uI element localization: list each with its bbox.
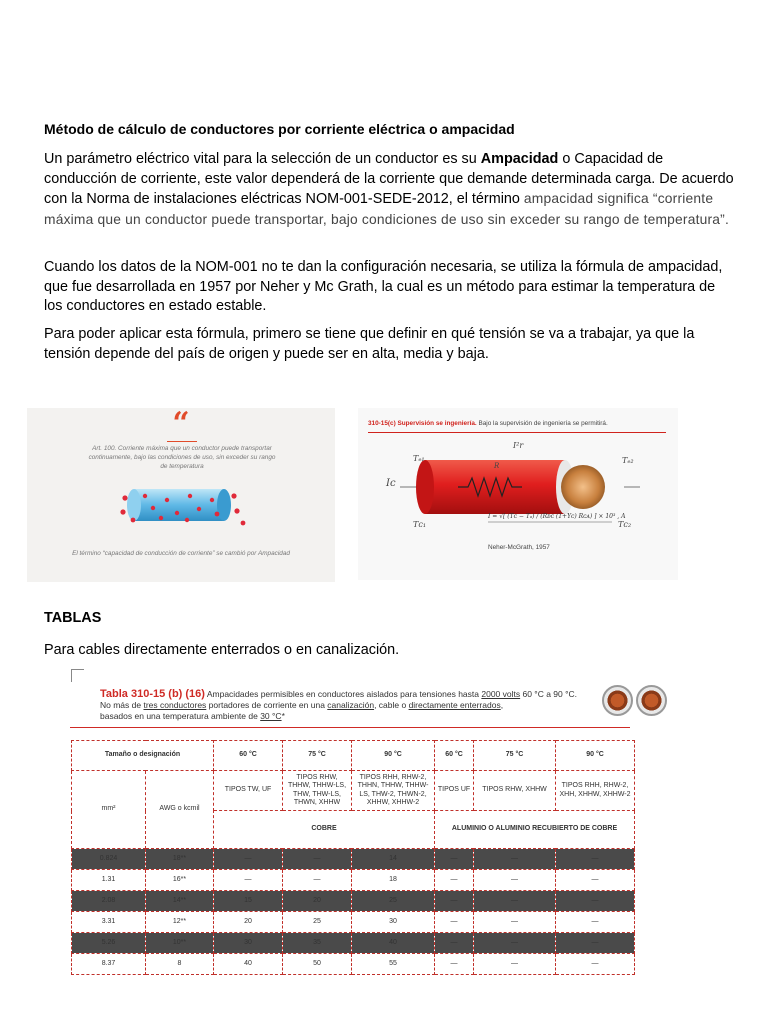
title2-u: tres conductores <box>143 700 207 710</box>
cell: 25 <box>352 891 435 912</box>
formula-citation: Neher-McGrath, 1957 <box>488 544 550 551</box>
cell: — <box>435 954 474 975</box>
title2-b: portadores de corriente en una <box>206 700 328 710</box>
header-red-text: 310-15(c) Supervisión se ingeniería. <box>368 420 477 427</box>
table-title-line1: Ampacidades permisibles en conductores aislados para tensiones hasta <box>204 689 482 699</box>
neher-mcgrath-formula: I = √[ (Tᴄ − Tₐ) / (Rᴅᴄ (1+Yᴄ) Rᴄᴀ) ] × 10³ , A <box>488 513 626 520</box>
header-aluminio: ALUMINIO O ALUMINIO RECUBIERTO DE COBRE <box>435 811 635 849</box>
paragraph-neher-mcgrath: Cuando los datos de la NOM-001 no te dan la configuración necesaria, se utiliza la fórmula de ampacidad, que fue desarrollada en 1957 por Neher y Mc Grath, la cual es un método para estimar la temperatura de los conductores en estado estable. <box>44 259 723 314</box>
title3-u: 30 °C <box>260 711 282 721</box>
table-row <box>72 954 635 975</box>
table-row <box>72 870 635 891</box>
header-temp: 75 °C <box>283 741 352 771</box>
title2-u2: canalización <box>327 700 375 710</box>
title3-a: basados en una temperatura ambiente de <box>100 711 261 721</box>
cell: — <box>435 912 474 933</box>
p1-bold-term: Ampacidad <box>480 151 559 167</box>
cell: 3.31 <box>72 912 146 933</box>
p1-text-a: Un parámetro eléctrico vital para la selección de un conductor es su <box>44 151 481 167</box>
cell: — <box>283 849 352 870</box>
table-row <box>72 849 635 870</box>
header-types: TIPOS RHH, RHW-2, THHN, THHW, THHW-LS, THW-2, THWN-2, XHHW, XHHW-2 <box>352 771 435 811</box>
table-row <box>72 912 635 933</box>
header-temp: 75 °C <box>474 741 556 771</box>
cell: 25 <box>283 912 352 933</box>
cell: 50 <box>283 954 352 975</box>
cell: — <box>435 870 474 891</box>
header-types: TIPOS RHH, RHW-2, XHH, XHHW, XHHW-2 <box>556 771 635 811</box>
cell: 30 <box>352 912 435 933</box>
figure-neher-mcgrath <box>358 408 678 580</box>
header-awg: AWG o kcmil <box>146 771 214 849</box>
cell: — <box>474 933 556 954</box>
cell: — <box>474 912 556 933</box>
paragraph-tension: Para poder aplicar esta fórmula, primero se tiene que definir en qué tensión se va a trabajar, ya que la tensión depende del país de origen y puede ser en alta, media y baja. <box>44 326 695 362</box>
cable-cross-section-icon-2 <box>636 685 667 716</box>
cell: 20 <box>214 912 283 933</box>
header-mm2: mm² <box>72 771 146 849</box>
cell: — <box>556 891 635 912</box>
cell: — <box>283 870 352 891</box>
cell: — <box>474 954 556 975</box>
cell: — <box>556 870 635 891</box>
cell: — <box>556 954 635 975</box>
cell: 1.31 <box>72 870 146 891</box>
cell: 18** <box>146 849 214 870</box>
cell: 2.08 <box>72 891 146 912</box>
ampacity-table-image <box>68 668 672 990</box>
paragraph-tablas-intro: Para cables directamente enterrados o en canalización. <box>44 642 400 658</box>
table-red-line <box>70 727 630 728</box>
tablas-heading: TABLAS <box>44 610 102 626</box>
ampacity-table <box>71 740 635 975</box>
title2-a: No más de <box>100 700 144 710</box>
table-title-red: Tabla 310-15 (b) (16) <box>100 688 205 700</box>
table-title-voltage: 2000 volts <box>481 689 521 699</box>
cell: — <box>435 849 474 870</box>
cell: — <box>474 849 556 870</box>
label-i2r: I²r <box>513 441 524 450</box>
label-r: R <box>494 462 500 470</box>
label-te1: Tₑ₁ <box>413 454 425 463</box>
image-corner-mark <box>71 669 84 682</box>
cell: 5.26 <box>72 933 146 954</box>
label-te2: Tₑ₂ <box>622 456 634 465</box>
cable-cross-section-icon <box>602 685 633 716</box>
header-temp: 90 °C <box>556 741 635 771</box>
header-rest-text: Bajo la supervisión de ingeniería se permitirá. <box>476 420 608 427</box>
title2-c: , cable o <box>374 700 409 710</box>
header-types: TIPOS RHW, XHHW <box>474 771 556 811</box>
cell: — <box>214 849 283 870</box>
cell: 14** <box>146 891 214 912</box>
cell: 8 <box>146 954 214 975</box>
cell: 35 <box>283 933 352 954</box>
p1-definition: ampacidad significa “corriente máxima que un conductor puede transportar, bajo condiciones de uso sin exceder su rango de temperatura”. <box>44 191 729 227</box>
cell: 55 <box>352 954 435 975</box>
figure-quote-text: Art. 100. Corriente máxima que un conductor puede transportar continuamente, bajo las condiciones de uso, sin exceder su rango de temperatura <box>88 445 276 470</box>
header-temp: 60 °C <box>435 741 474 771</box>
cell: 40 <box>214 954 283 975</box>
cell: 16** <box>146 870 214 891</box>
header-types: TIPOS UF <box>435 771 474 811</box>
cell: 15 <box>214 891 283 912</box>
cell: 30 <box>214 933 283 954</box>
cell: — <box>556 912 635 933</box>
cell: — <box>474 870 556 891</box>
header-size: Tamaño o designación <box>72 741 214 771</box>
header-types: TIPOS TW, UF <box>214 771 283 811</box>
table-row <box>72 933 635 954</box>
header-types: TIPOS RHW, THHW, THHW-LS, THW, THW-LS, THWN, XHHW <box>283 771 352 811</box>
cell: 10** <box>146 933 214 954</box>
cell: 40 <box>352 933 435 954</box>
cell: — <box>214 870 283 891</box>
header-temp: 60 °C <box>214 741 283 771</box>
table-title <box>100 689 577 722</box>
quote-mark-icon: “ <box>172 408 190 441</box>
cable-illustration <box>358 408 678 580</box>
cell: — <box>435 891 474 912</box>
label-ic: Iᴄ <box>386 478 396 489</box>
paragraph-ampacidad <box>44 150 734 230</box>
title2-u3: directamente enterrados <box>408 700 501 710</box>
label-tc2: Tᴄ₂ <box>618 520 632 529</box>
figure-ampacidad-definition <box>27 408 335 582</box>
cell: 0.824 <box>72 849 146 870</box>
label-tc1: Tᴄ₁ <box>413 520 427 529</box>
table-title-temps: 60 °C a 90 °C. <box>520 689 578 699</box>
header-cobre: COBRE <box>214 811 435 849</box>
header-temp: 90 °C <box>352 741 435 771</box>
cell: — <box>474 891 556 912</box>
cell: 12** <box>146 912 214 933</box>
cell: 14 <box>352 849 435 870</box>
p1-text-b: o Capacidad de conducción de corriente, este valor dependerá de la corriente que demande determinada carga. De acuerdo con la Norma de instalaciones eléctricas NOM-001-SEDE-2012, el término <box>44 151 734 207</box>
cell: — <box>556 849 635 870</box>
cell: 18 <box>352 870 435 891</box>
cell: 8.37 <box>72 954 146 975</box>
title2-d: , <box>500 700 504 710</box>
figure-bottom-note: El término “capacidad de conducción de corriente” se cambió por Ampacidad <box>72 550 290 557</box>
title3-b: * <box>281 711 285 721</box>
cell: — <box>556 933 635 954</box>
section-heading: Método de cálculo de conductores por corriente eléctrica o ampacidad <box>44 121 515 137</box>
cell: 20 <box>283 891 352 912</box>
table-row <box>72 891 635 912</box>
cell: — <box>435 933 474 954</box>
